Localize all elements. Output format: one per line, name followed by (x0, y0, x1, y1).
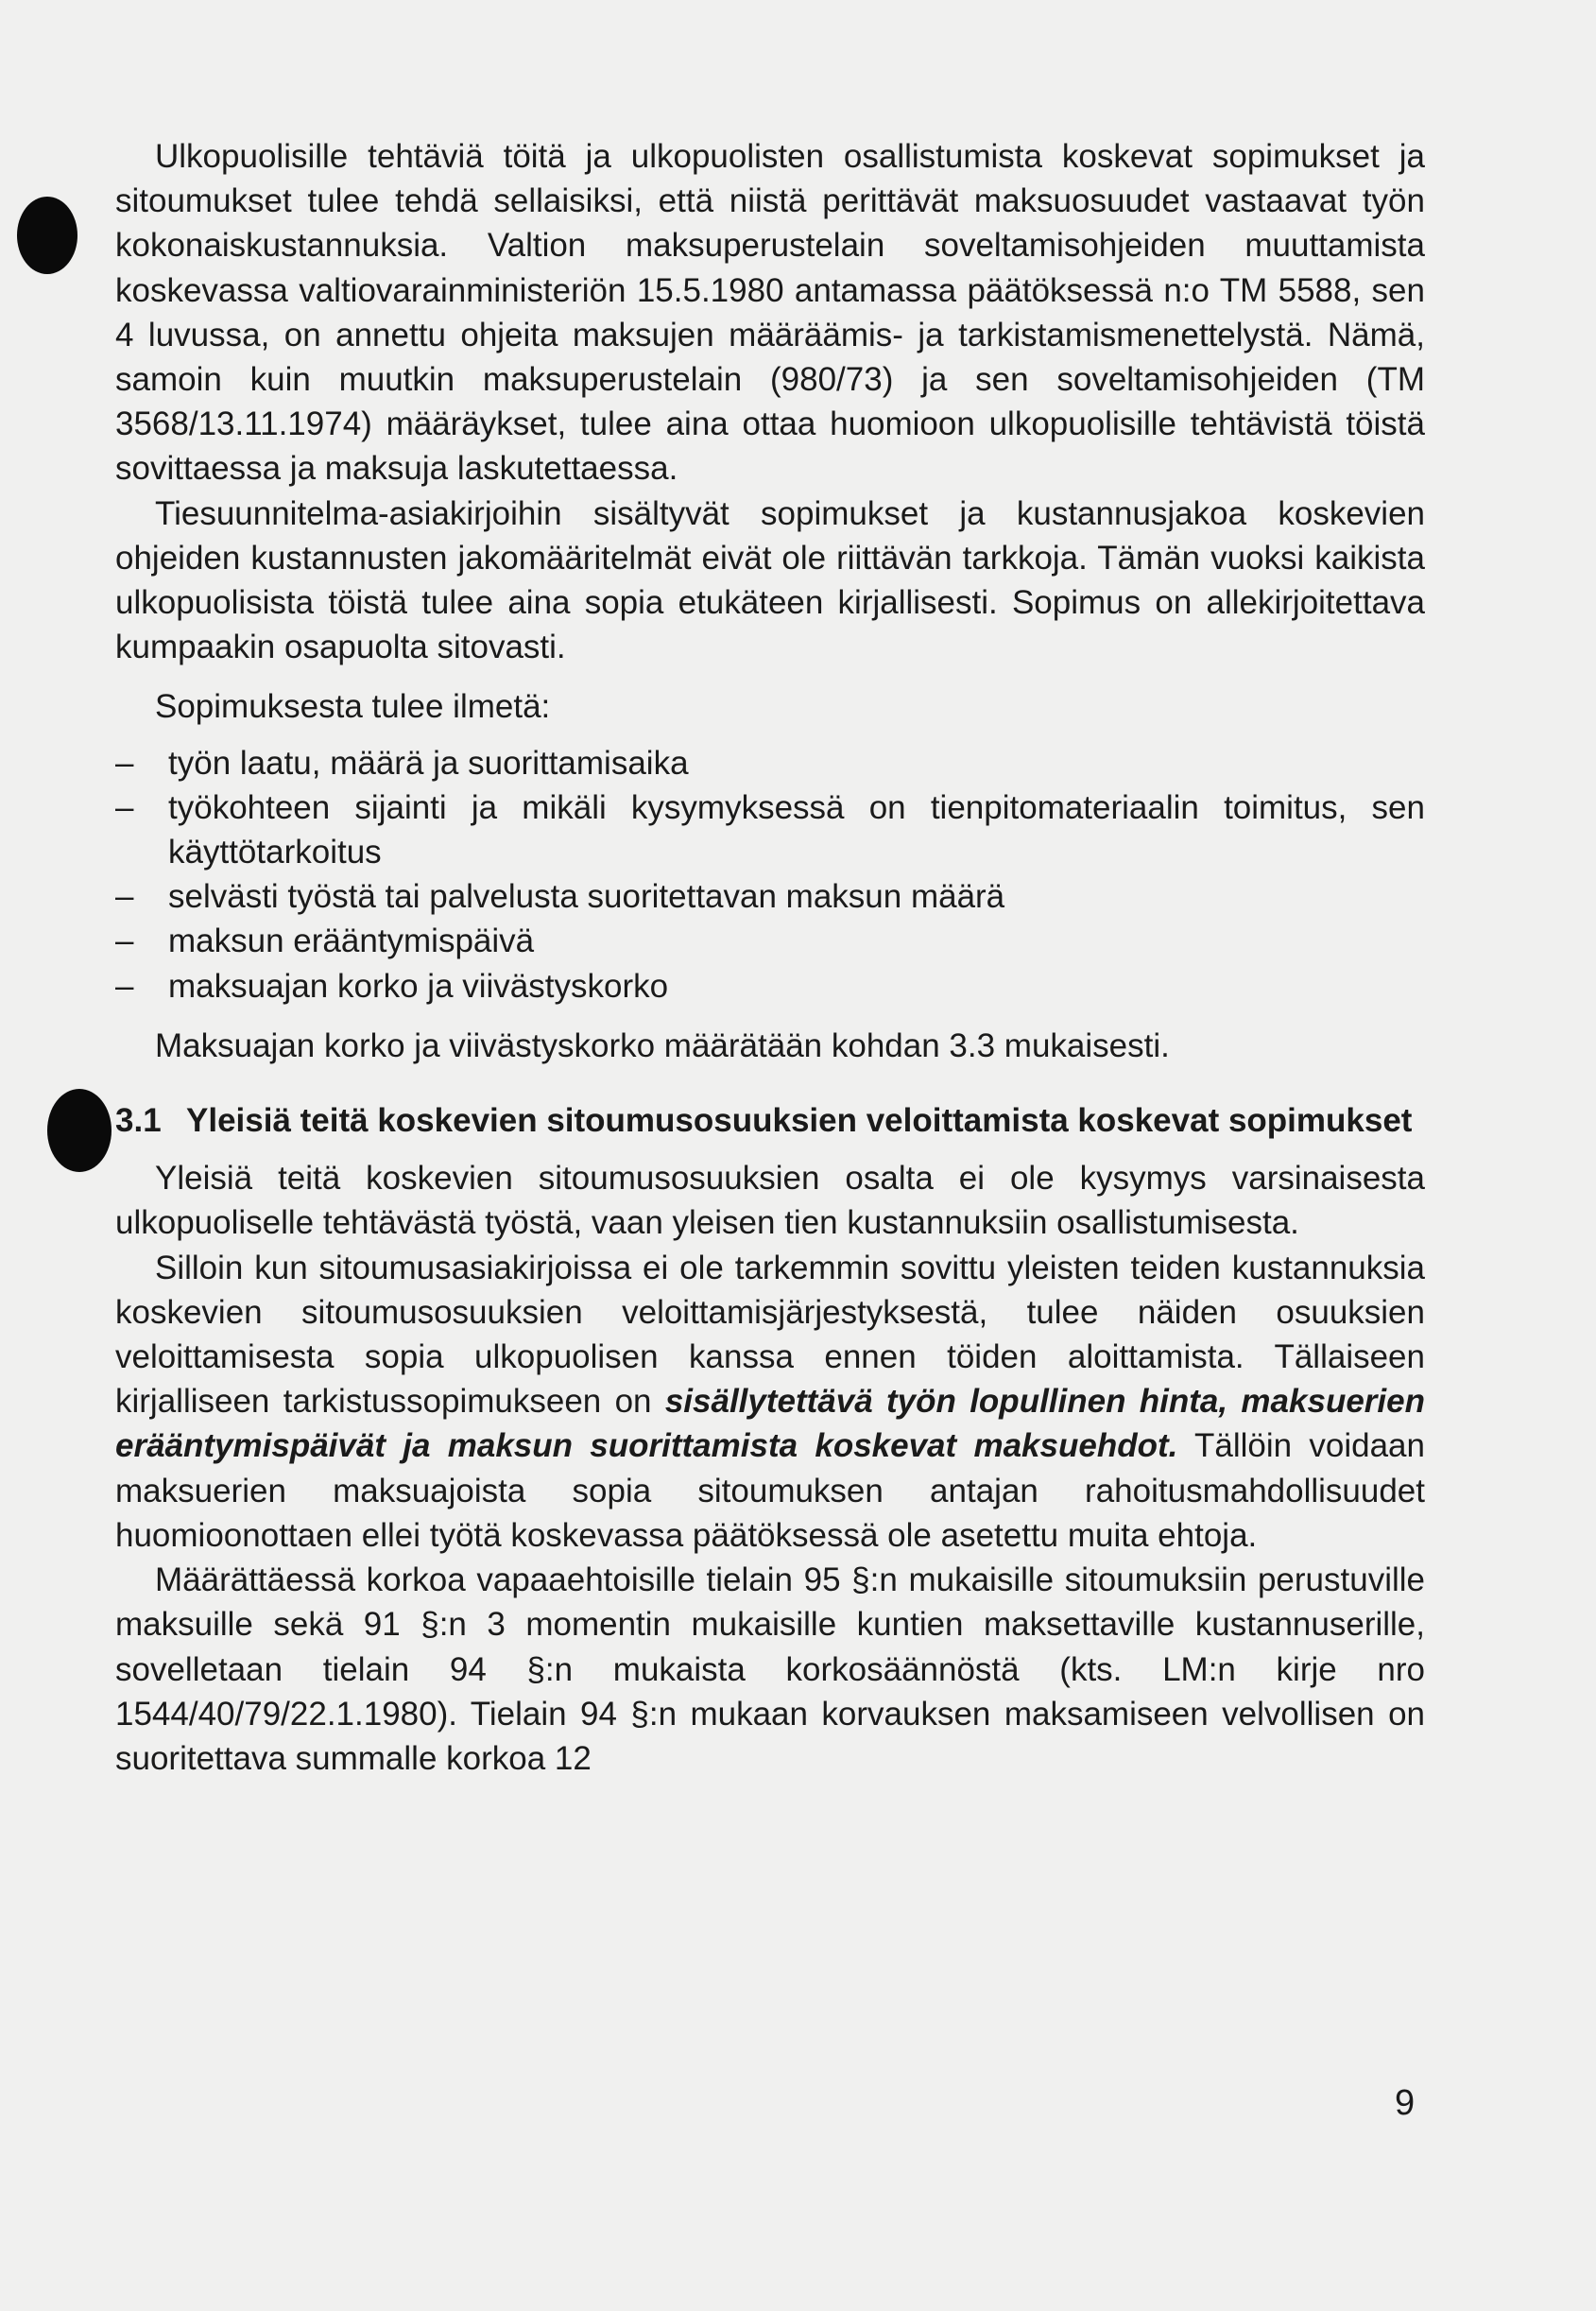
list-item: – maksuajan korko ja viivästyskorko (115, 964, 1425, 1009)
punch-hole-middle (47, 1089, 112, 1172)
paragraph-3: Sopimuksesta tulee ilmetä: (155, 688, 551, 726)
list-item: – työn laatu, määrä ja suorittamisaika (115, 741, 1425, 785)
paragraph-5-start: Silloin kun sitoumusasiakirjoissa ei ole tarkemmin sovittu yleisten teiden kustannuksia koskevien sitoumusosuuksien veloittamisjärjestyksestä, tulee näiden osuuksien veloittamisesta sopia ulkopuolisen kanssa ennen töiden aloittamista. Tällaiseen kirjalliseen tarkistussopimukseen on (115, 1249, 1425, 1421)
list-item: – selvästi työstä tai palvelusta suoritettavan maksun määrä (115, 874, 1425, 919)
list-item: – maksun erääntymispäivä (115, 919, 1425, 963)
section-title: Yleisiä teitä koskevien sitoumusosuuksien veloittamista koskevat sopimukset (186, 1102, 1413, 1140)
page-number: 9 (1395, 2083, 1416, 2123)
paragraph-1: Ulkopuolisille tehtäviä töitä ja ulkopuolisten osallistumista koskevat sopimukset ja sitoumukset tulee tehdä sellaisiksi, että niistä perittävät maksuosuudet vastaavat työn kokonaiskustannuksia. Valtion maksuperustelain soveltamisohjeiden muuttamista koskevassa valtiovarainministeriön 15.5.1980 antamassa päätöksessä n:o TM 5588, sen 4 luvussa, on annettu ohjeita maksujen määräämis- ja tarkistamismenettelystä. Nämä, samoin kuin muutkin maksuperustelain (980/73) ja sen soveltamisohjeiden (TM 3568/13.11.1974) määräykset, tulee aina ottaa huomioon ulkopuolisille tehtävistä töistä sovittaessa ja maksuja laskutettaessa. (115, 138, 1425, 488)
paragraph-2: Tiesuunnitelma-asiakirjoihin sisältyvät sopimukset ja kustannusjakoa koskevien ohjeiden kustannusten jakomääritelmät eivät ole riittävän tarkkoja. Tämän vuoksi kaikista ulkopuolisista töistä tulee aina sopia etukäteen kirjallisesti. Sopimus on allekirjoitettava kumpaakin osapuolta sitovasti. (115, 494, 1425, 666)
section-number: 3.1 (115, 1102, 162, 1140)
text-column (115, 134, 1425, 1781)
paragraph-5 (115, 1246, 1425, 1558)
section-heading (115, 1098, 1425, 1143)
paragraph-5-end: Tällöin voidaan maksuerien maksuajoista sopia sitoumuksen antajan rahoitusmahdollisuudet huomioonottaen ellei työtä koskevassa päätöksessä ole asetettu muita ehtoja. (115, 1427, 1425, 1554)
punch-hole-top (17, 197, 77, 274)
requirements-list (115, 741, 1425, 1009)
list-item: – työkohteen sijainti ja mikäli kysymyksessä on tienpitomateriaalin toimitus, sen käyttötarkoitus (115, 785, 1425, 874)
interest-note: Maksuajan korko ja viivästyskorko määrätään kohdan 3.3 mukaisesti. (155, 1026, 1170, 1064)
paragraph-5-emphasis: sisällytettävä työn lopullinen hinta, maksuerien erääntymispäivät ja maksun suorittamista koskevat maksuehdot. (115, 1383, 1425, 1465)
paragraph-6: Määrättäessä korkoa vapaaehtoisille tielain 95 §:n mukaisille sitoumuksiin perustuville maksuille sekä 91 §:n 3 momentin mukaisille kuntien maksettaville kustannuserille, sovelletaan tielain 94 §:n mukaista korkosäännöstä (kts. LM:n kirje nro 1544/40/79/22.1.1980). Tielain 94 §:n mukaan korvauksen maksamiseen velvollisen on suoritettava summalle korkoa 12 (115, 1561, 1425, 1777)
paragraph-4: Yleisiä teitä koskevien sitoumusosuuksien osalta ei ole kysymys varsinaisesta ulkopuoliselle tehtävästä työstä, vaan yleisen tien kustannuksiin osallistumisesta. (115, 1160, 1425, 1242)
